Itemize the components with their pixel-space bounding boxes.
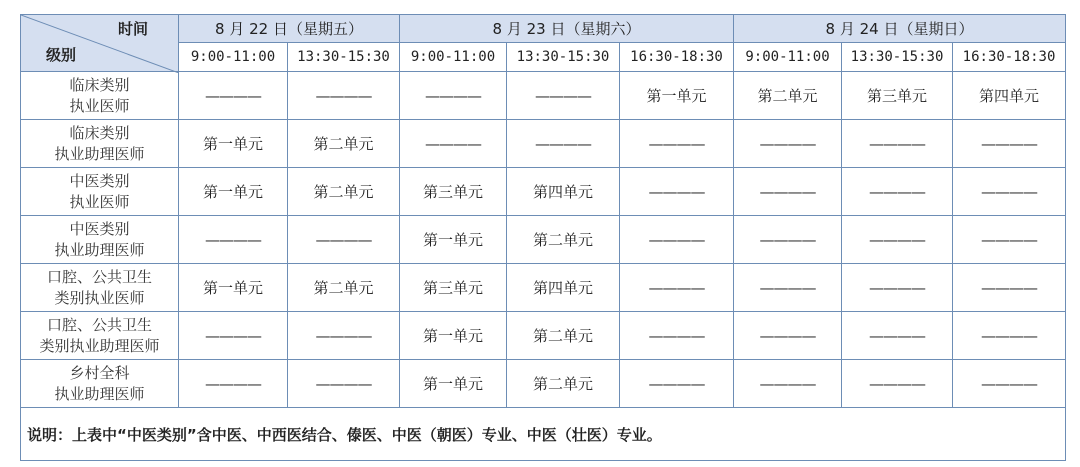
schedule-cell: 第三单元 <box>400 168 507 216</box>
schedule-cell: 第四单元 <box>507 168 620 216</box>
schedule-cell: ———— <box>288 216 400 264</box>
schedule-cell: ———— <box>734 360 842 408</box>
schedule-cell: ———— <box>507 120 620 168</box>
schedule-cell: ———— <box>734 312 842 360</box>
schedule-cell: 第一单元 <box>179 168 288 216</box>
table-row <box>21 120 1066 168</box>
corner-level-label: 级别 <box>46 46 77 64</box>
schedule-cell: 第一单元 <box>400 312 507 360</box>
slot-header: 13:30-15:30 <box>842 43 953 72</box>
schedule-cell: 第二单元 <box>734 72 842 120</box>
schedule-cell: ———— <box>842 312 953 360</box>
corner-time-label: 时间 <box>117 20 148 38</box>
schedule-cell: ———— <box>842 264 953 312</box>
schedule-cell: ———— <box>288 312 400 360</box>
table-row <box>21 168 1066 216</box>
schedule-cell: ———— <box>953 168 1066 216</box>
schedule-cell: 第二单元 <box>507 312 620 360</box>
schedule-cell: 第二单元 <box>507 360 620 408</box>
schedule-cell: ———— <box>734 120 842 168</box>
slot-header: 13:30-15:30 <box>507 43 620 72</box>
table-row <box>21 72 1066 120</box>
schedule-cell: ———— <box>179 360 288 408</box>
schedule-cell: ———— <box>842 168 953 216</box>
schedule-cell: ———— <box>179 312 288 360</box>
row-label: 乡村全科 执业助理医师 <box>21 360 179 408</box>
slot-header: 9:00-11:00 <box>179 43 288 72</box>
table-footnote: 说明：上表中“中医类别”含中医、中西医结合、傣医、中医（朝医）专业、中医（壮医）专业。 <box>21 408 1066 461</box>
schedule-cell: 第二单元 <box>507 216 620 264</box>
row-label: 口腔、公共卫生 类别执业医师 <box>21 264 179 312</box>
schedule-cell: ———— <box>953 120 1066 168</box>
schedule-cell: 第二单元 <box>288 264 400 312</box>
slot-header: 9:00-11:00 <box>734 43 842 72</box>
schedule-cell: 第二单元 <box>288 120 400 168</box>
row-label: 临床类别 执业医师 <box>21 72 179 120</box>
schedule-cell: 第一单元 <box>620 72 734 120</box>
schedule-cell: ———— <box>734 168 842 216</box>
schedule-cell: ———— <box>620 264 734 312</box>
date-header-aug23: 8 月 23 日（星期六） <box>400 15 734 43</box>
table-row <box>21 312 1066 360</box>
date-header-aug22: 8 月 22 日（星期五） <box>179 15 400 43</box>
schedule-cell: ———— <box>842 216 953 264</box>
table-row <box>21 216 1066 264</box>
schedule-cell: ———— <box>953 216 1066 264</box>
schedule-cell: ———— <box>953 312 1066 360</box>
schedule-cell: ———— <box>734 264 842 312</box>
row-label: 口腔、公共卫生 类别执业助理医师 <box>21 312 179 360</box>
schedule-cell: 第二单元 <box>288 168 400 216</box>
schedule-cell: ———— <box>620 360 734 408</box>
schedule-cell: 第一单元 <box>400 360 507 408</box>
schedule-cell: 第一单元 <box>179 264 288 312</box>
schedule-cell: 第三单元 <box>400 264 507 312</box>
schedule-cell: ———— <box>620 312 734 360</box>
schedule-cell: ———— <box>620 120 734 168</box>
schedule-cell: 第三单元 <box>842 72 953 120</box>
slot-header: 16:30-18:30 <box>953 43 1066 72</box>
schedule-cell: 第四单元 <box>507 264 620 312</box>
table-row <box>21 360 1066 408</box>
schedule-cell: ———— <box>179 216 288 264</box>
slot-header: 16:30-18:30 <box>620 43 734 72</box>
schedule-cell: ———— <box>507 72 620 120</box>
slot-header: 9:00-11:00 <box>400 43 507 72</box>
schedule-cell: ———— <box>842 360 953 408</box>
row-label: 临床类别 执业助理医师 <box>21 120 179 168</box>
row-label: 中医类别 执业医师 <box>21 168 179 216</box>
schedule-cell: ———— <box>620 216 734 264</box>
schedule-cell: 第四单元 <box>953 72 1066 120</box>
schedule-cell: ———— <box>288 360 400 408</box>
schedule-cell: ———— <box>734 216 842 264</box>
date-header-aug24: 8 月 24 日（星期日） <box>734 15 1066 43</box>
schedule-cell: ———— <box>620 168 734 216</box>
slot-header: 13:30-15:30 <box>288 43 400 72</box>
schedule-cell: 第一单元 <box>179 120 288 168</box>
schedule-cell: ———— <box>400 72 507 120</box>
schedule-cell: ———— <box>400 120 507 168</box>
corner-diagonal-line <box>21 15 179 73</box>
schedule-cell: ———— <box>288 72 400 120</box>
schedule-cell: ———— <box>953 264 1066 312</box>
header-corner-cell <box>21 15 179 72</box>
schedule-cell: ———— <box>179 72 288 120</box>
schedule-cell: 第一单元 <box>400 216 507 264</box>
exam-schedule-table <box>20 14 1066 461</box>
schedule-cell: ———— <box>953 360 1066 408</box>
schedule-cell: ———— <box>842 120 953 168</box>
row-label: 中医类别 执业助理医师 <box>21 216 179 264</box>
table-row <box>21 264 1066 312</box>
